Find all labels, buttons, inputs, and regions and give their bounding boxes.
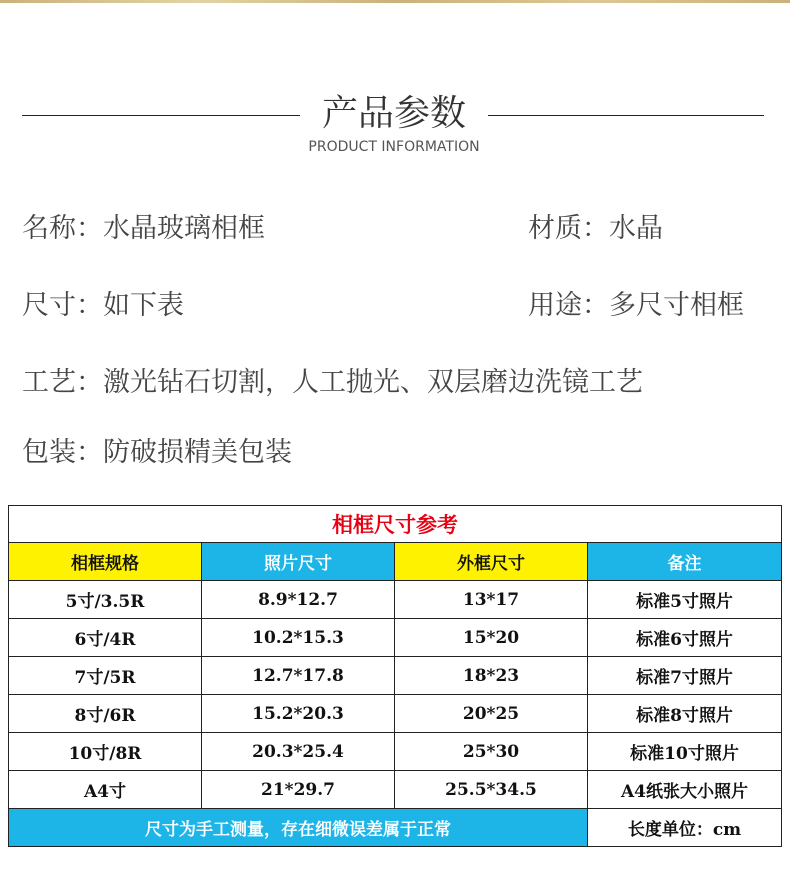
section-title: 产品参数 bbox=[321, 93, 466, 134]
header-outer-size: 外框尺寸 bbox=[395, 543, 588, 581]
table-row bbox=[9, 733, 782, 771]
cell-remark: 标准10寸照片 bbox=[588, 733, 782, 771]
table-header-row bbox=[9, 543, 782, 581]
header-divider-left bbox=[22, 115, 300, 116]
cell-outer-size: 13*17 bbox=[395, 581, 588, 619]
cell-outer-size: 15*20 bbox=[395, 619, 588, 657]
cell-photo-size: 15.2*20.3 bbox=[202, 695, 395, 733]
top-decorative-stripe bbox=[0, 0, 790, 3]
cell-frame-spec: 6寸/4R bbox=[9, 619, 202, 657]
cell-frame-spec: 7寸/5R bbox=[9, 657, 202, 695]
table-row bbox=[9, 619, 782, 657]
table-title: 相框尺寸参考 bbox=[9, 506, 782, 543]
spec-material: 材质：水晶 bbox=[528, 213, 663, 244]
table-title-row bbox=[9, 506, 782, 543]
spec-name: 名称：水晶玻璃相框 bbox=[22, 213, 265, 244]
cell-remark: A4纸张大小照片 bbox=[588, 771, 782, 809]
spec-craft: 工艺：激光钻石切割，人工抛光、双层磨边洗镜工艺 bbox=[22, 367, 643, 398]
measurement-note: 尺寸为手工测量，存在细微误差属于正常 bbox=[9, 809, 588, 847]
cell-outer-size: 25.5*34.5 bbox=[395, 771, 588, 809]
cell-photo-size: 21*29.7 bbox=[202, 771, 395, 809]
header-remark: 备注 bbox=[588, 543, 782, 581]
table-row bbox=[9, 581, 782, 619]
cell-frame-spec: 5寸/3.5R bbox=[9, 581, 202, 619]
header-divider-right bbox=[488, 115, 764, 116]
table-footer-row bbox=[9, 809, 782, 847]
cell-frame-spec: 10寸/8R bbox=[9, 733, 202, 771]
spec-size: 尺寸：如下表 bbox=[22, 290, 184, 321]
cell-photo-size: 10.2*15.3 bbox=[202, 619, 395, 657]
table-row bbox=[9, 657, 782, 695]
spec-packing: 包装：防破损精美包装 bbox=[22, 437, 292, 468]
cell-photo-size: 8.9*12.7 bbox=[202, 581, 395, 619]
cell-frame-spec: A4寸 bbox=[9, 771, 202, 809]
table-row bbox=[9, 771, 782, 809]
cell-outer-size: 18*23 bbox=[395, 657, 588, 695]
cell-photo-size: 20.3*25.4 bbox=[202, 733, 395, 771]
cell-outer-size: 25*30 bbox=[395, 733, 588, 771]
header-photo-size: 照片尺寸 bbox=[202, 543, 395, 581]
header-frame-spec: 相框规格 bbox=[9, 543, 202, 581]
spec-use: 用途：多尺寸相框 bbox=[528, 290, 744, 321]
table-row bbox=[9, 695, 782, 733]
length-unit-note: 长度单位：cm bbox=[588, 809, 782, 847]
cell-remark: 标准7寸照片 bbox=[588, 657, 782, 695]
section-subtitle: PRODUCT INFORMATION bbox=[308, 139, 480, 155]
cell-photo-size: 12.7*17.8 bbox=[202, 657, 395, 695]
cell-remark: 标准8寸照片 bbox=[588, 695, 782, 733]
cell-outer-size: 20*25 bbox=[395, 695, 588, 733]
frame-size-table bbox=[8, 505, 782, 847]
cell-remark: 标准5寸照片 bbox=[588, 581, 782, 619]
cell-remark: 标准6寸照片 bbox=[588, 619, 782, 657]
cell-frame-spec: 8寸/6R bbox=[9, 695, 202, 733]
